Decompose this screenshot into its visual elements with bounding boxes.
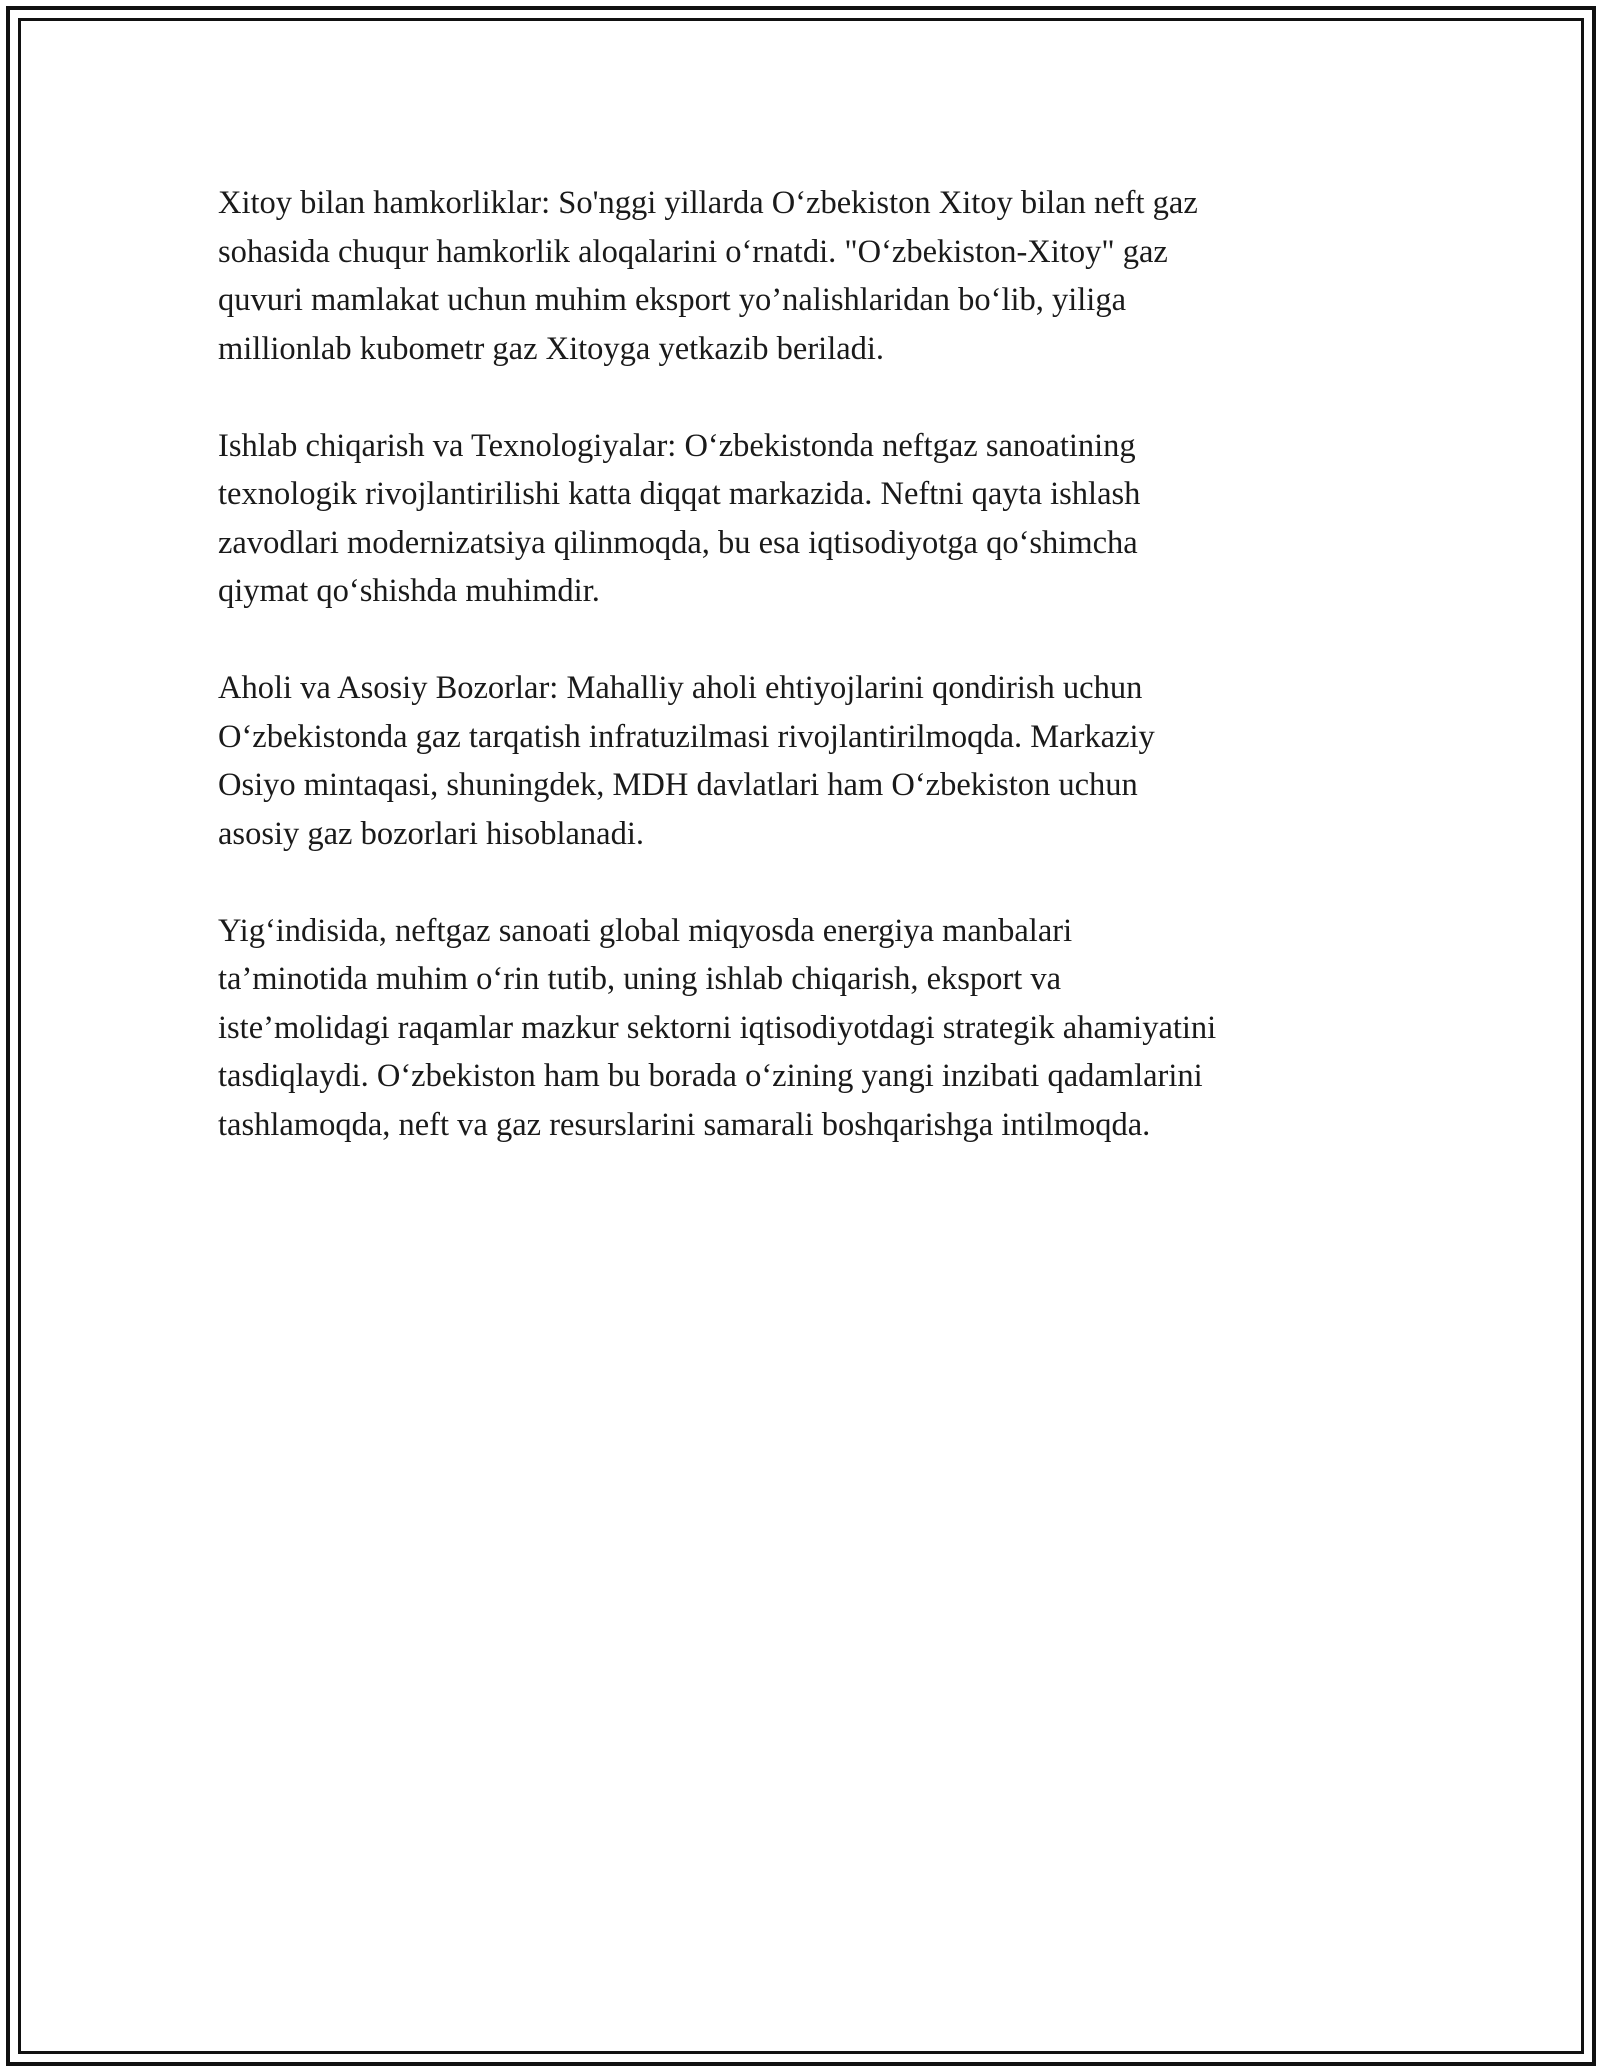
paragraph-conclusion: Yig‘indisida, neftgaz sanoati global miqyosda energiya manbalari ta’minotida muhim o‘rin tutib, uning ishlab chiqarish, eksport va iste’molidagi raqamlar mazkur sektorni iqtisodiyotdagi strategik ahamiyatini tasdiqlaydi. O‘zbekiston ham bu borada o‘zining yangi inzibati qadamlarini tashlamoqda, neft va gaz resurslarini samarali boshqarishga intilmoqda. <box>218 912 1217 1143</box>
paragraph-production-technology: Ishlab chiqarish va Texnologiyalar: O‘zbekistonda neftgaz sanoatining texnologik rivojlantirilishi katta diqqat markazida. Neftni qayta ishlash zavodlari modernizatsiya qilinmoqda, bu esa iqtisodiyotga qo‘shimcha qiymat qo‘shishda muhimdir. <box>218 427 1141 609</box>
document-body <box>218 179 1378 1198</box>
paragraph-china-cooperation: Xitoy bilan hamkorliklar: So'nggi yillarda O‘zbekiston Xitoy bilan neft gaz sohasida chuqur hamkorlik aloqalarini o‘rnatdi. "O‘zbekiston-Xitoy" gaz quvuri mamlakat uchun muhim eksport yo’nalishlaridan bo‘lib, yiliga millionlab kubometr gaz Xitoyga yetkazib beriladi. <box>218 185 1198 367</box>
paragraph-population-markets: Aholi va Asosiy Bozorlar: Mahalliy aholi ehtiyojlarini qondirish uchun O‘zbekistonda gaz tarqatish infratuzilmasi rivojlantirilmoqda. Markaziy Osiyo mintaqasi, shuningdek, MDH davlatlari ham O‘zbekiston uchun asosiy gaz bozorlari hisoblanadi. <box>218 670 1155 852</box>
